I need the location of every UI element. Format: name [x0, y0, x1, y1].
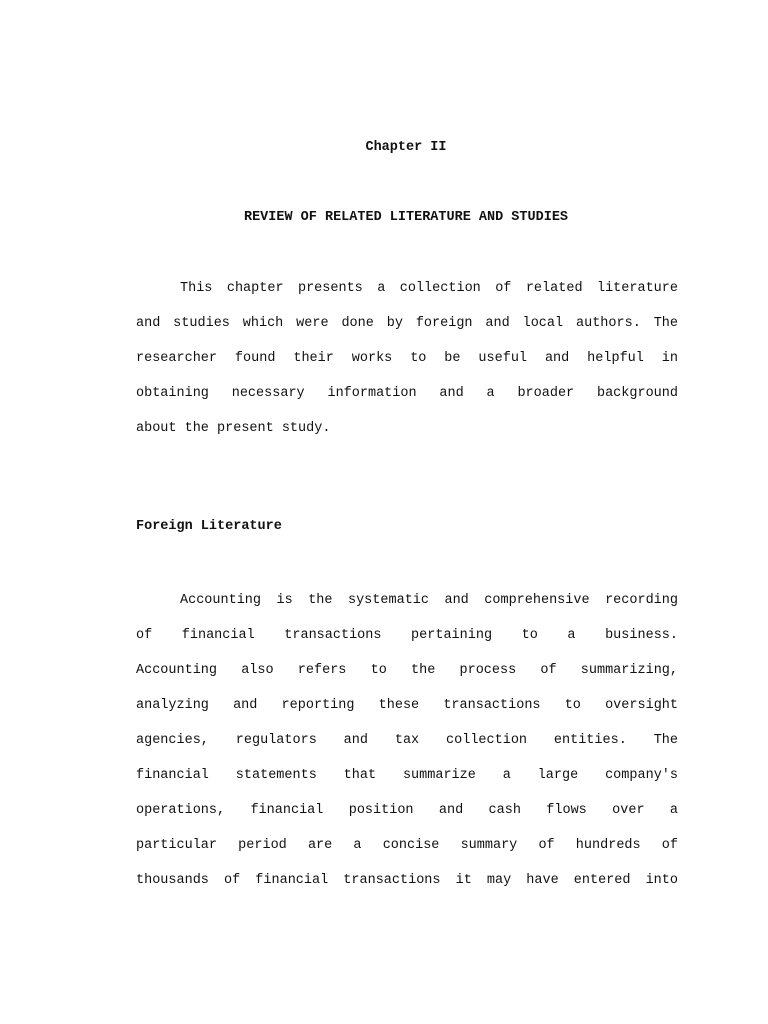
paragraph-line: financial statements that summarize a large company's	[136, 768, 678, 783]
paragraph-line: and studies which were done by foreign and local authors. The	[136, 316, 678, 331]
paragraph-line: obtaining necessary information and a broader background	[136, 386, 678, 401]
section-heading: Foreign Literature	[136, 519, 282, 534]
paragraph-line: Accounting is the systematic and comprehensive recording	[180, 593, 678, 608]
paragraph-line: of financial transactions pertaining to a business.	[136, 628, 678, 643]
paragraph-line: thousands of financial transactions it may have entered into	[136, 873, 678, 888]
paragraph-line: about the present study.	[136, 421, 331, 436]
paragraph-line: This chapter presents a collection of related literature	[180, 281, 678, 296]
intro-paragraph	[136, 281, 678, 456]
foreign-literature-paragraph	[136, 593, 678, 908]
paragraph-line: particular period are a concise summary of hundreds of	[136, 838, 678, 853]
chapter-number: Chapter II	[365, 140, 447, 155]
paragraph-line: Accounting also refers to the process of summarizing,	[136, 663, 678, 678]
paragraph-line: operations, financial position and cash flows over a	[136, 803, 678, 818]
paragraph-line: researcher found their works to be useful and helpful in	[136, 351, 678, 366]
chapter-title: REVIEW OF RELATED LITERATURE AND STUDIES	[243, 210, 569, 225]
paragraph-line: analyzing and reporting these transactions to oversight	[136, 698, 678, 713]
paragraph-line: agencies, regulators and tax collection entities. The	[136, 733, 678, 748]
